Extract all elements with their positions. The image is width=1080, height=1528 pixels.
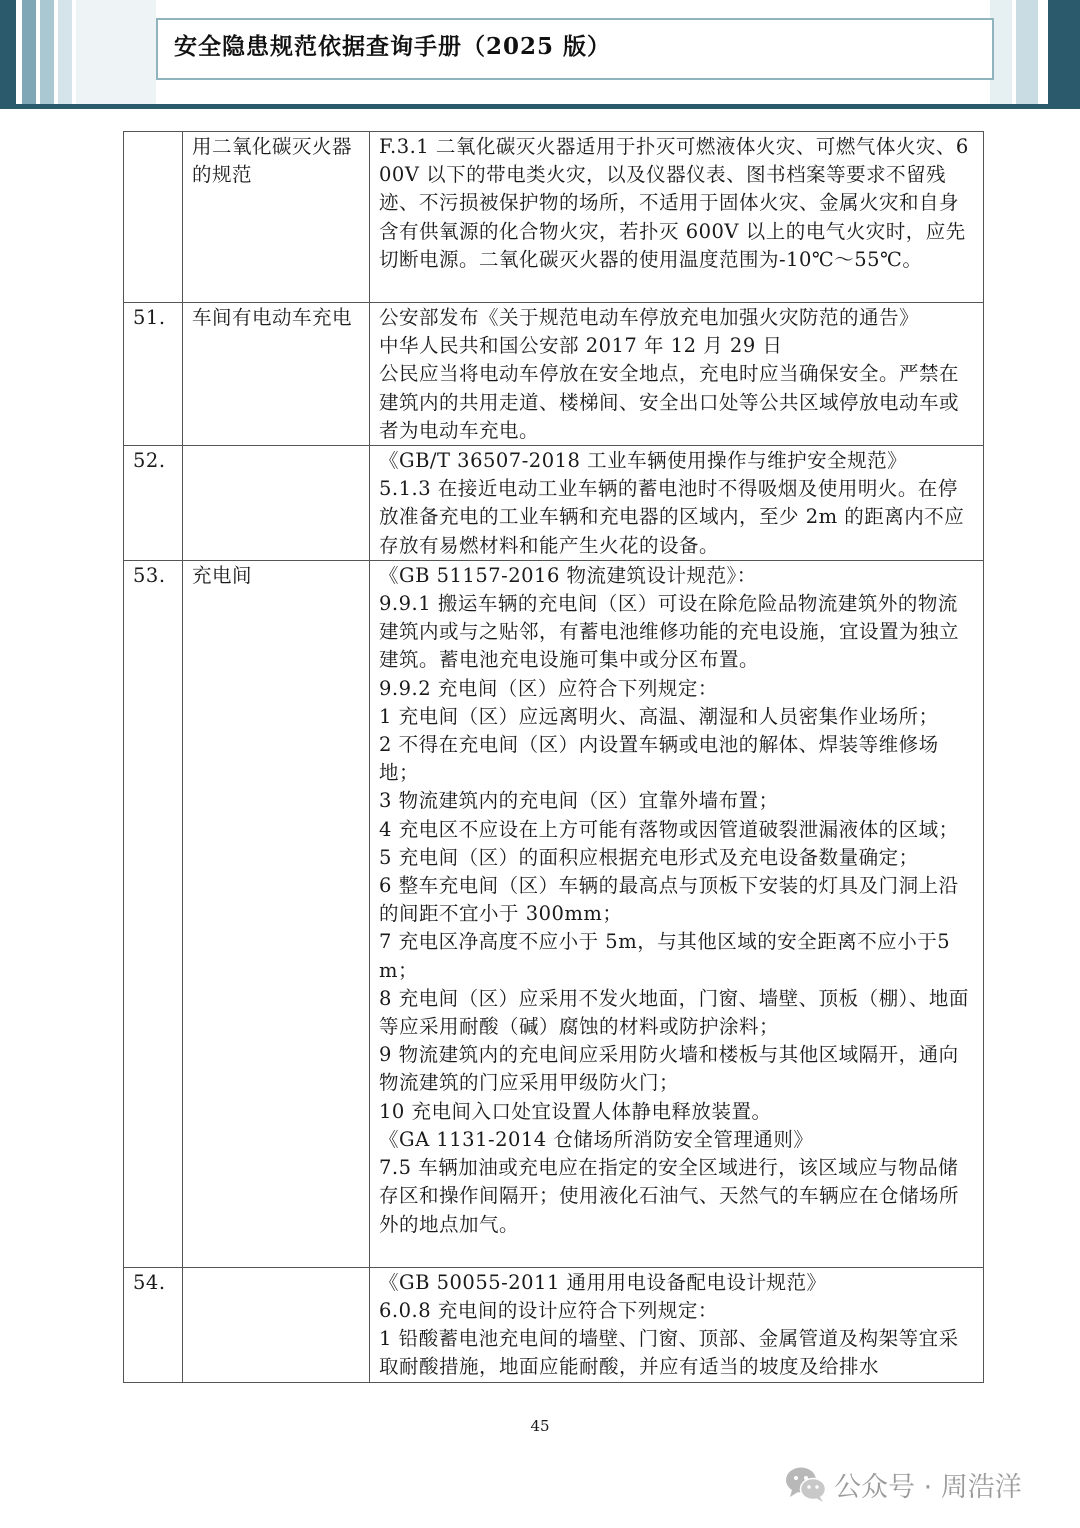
content-line: 5.1.3 在接近电动工业车辆的蓄电池时不得吸烟及使用明火。在停放准备充电的工业车辆和充电器的区域内，至少 2m 的距离内不应存放有易燃材料和能产生火花的设备。 — [379, 477, 965, 557]
content-line: 6.0.8 充电间的设计应符合下列规定： — [379, 1299, 718, 1323]
content-line: 10 充电间入口处宜设置人体静电释放装置。 — [379, 1099, 772, 1123]
content-line: 6 整车充电间（区）车辆的最高点与顶板下安装的灯具及门洞上沿的间距不宜小于 300mm； — [379, 874, 959, 926]
content-line: 3 物流建筑内的充电间（区）宜靠外墙布置； — [379, 789, 779, 813]
title-box — [156, 18, 994, 80]
content-line: 公民应当将电动车停放在安全地点，充电时应当确保安全。严禁在建筑内的共用走道、楼梯间、安全出口处等公共区域停放电动车或者为电动车充电。 — [379, 362, 960, 442]
row-number: 54. — [124, 1267, 183, 1382]
content-line: 9.9.2 充电间（区）应符合下列规定： — [379, 676, 718, 700]
row-content — [370, 560, 984, 1267]
row-content — [370, 303, 984, 446]
content-line: 9 物流建筑内的充电间应采用防火墙和楼板与其他区域隔开，通向物流建筑的门应采用甲级防火门； — [379, 1043, 959, 1095]
content-line: 7 充电区净高度不应小于 5m，与其他区域的安全距离不应小于5m； — [379, 930, 951, 982]
row-content — [370, 132, 984, 303]
content-line: 《GB 50055-2011 通用用电设备配电设计规范》 — [379, 1270, 827, 1294]
row-content — [370, 1267, 984, 1382]
content-line: 《GB 51157-2016 物流建筑设计规范》： — [379, 563, 757, 587]
header-rule — [0, 104, 1080, 109]
row-number: 51. — [124, 303, 183, 446]
header-stripe — [58, 0, 72, 104]
content-line: 8 充电间（区）应采用不发火地面，门窗、墙壁、顶板（棚）、地面等应采用耐酸（碱）腐蚀的材料或防护涂料； — [379, 986, 969, 1039]
content-line: 中华人民共和国公安部 2017 年 12 月 29 日 — [379, 334, 783, 358]
row-content — [370, 446, 984, 561]
row-topic: 用二氧化碳灭火器的规范 — [183, 132, 370, 303]
content-line: 《GA 1131-2014 仓储场所消防安全管理通则》 — [379, 1127, 814, 1151]
document-title: 安全隐患规范依据查询手册（2025 版） — [174, 33, 612, 60]
regulation-table — [123, 131, 984, 1383]
content-line: 2 不得在充电间（区）内设置车辆或电池的解体、焊装等维修场地； — [379, 733, 939, 785]
row-topic — [183, 1267, 370, 1382]
table-row — [124, 303, 984, 446]
content-line: 5 充电间（区）的面积应根据充电形式及充电设备数量确定； — [379, 845, 919, 869]
content-line: F.3.1 二氧化碳灭火器适用于扑灭可燃液体火灾、可燃气体火灾、600V 以下的带电类火灾，以及仪器仪表、图书档案等要求不留残迹、不污损被保护物的场所，不适用于固体火灾、金属火灾和自身含有供氧源的化合物火灾，若扑灭 600V 以上的电气火灾时，应先切断电源。二氧化碳灭火器的使用温度范围为-10℃～55℃。 — [379, 135, 969, 271]
watermark — [784, 1462, 1022, 1506]
content-line: 1 铅酸蓄电池充电间的墙壁、门窗、顶部、金属管道及构架等宜采取耐酸措施，地面应能耐酸，并应有适当的坡度及给排水 — [379, 1327, 959, 1379]
content-line: 《GB/T 36507-2018 工业车辆使用操作与维护安全规范》 — [379, 449, 908, 473]
page-header — [0, 0, 1080, 112]
page-number: 45 — [530, 1417, 550, 1435]
table-row — [124, 560, 984, 1267]
header-stripe — [40, 0, 54, 104]
content-line: 1 充电间（区）应远离明火、高温、潮湿和人员密集作业场所； — [379, 704, 939, 728]
content-line: 公安部发布《关于规范电动车停放充电加强火灾防范的通告》 — [379, 306, 920, 329]
row-topic: 车间有电动车充电 — [183, 303, 370, 446]
row-number: 53. — [124, 560, 183, 1267]
header-stripe — [1016, 0, 1038, 104]
table-row — [124, 1267, 984, 1382]
table-row — [124, 132, 984, 303]
content-line: 4 充电区不应设在上方可能有落物或因管道破裂泄漏液体的区域； — [379, 817, 959, 841]
row-number: 52. — [124, 446, 183, 561]
header-stripe — [22, 0, 36, 104]
header-stripe — [76, 0, 156, 104]
content-line: 9.9.1 搬运车辆的充电间（区）可设在除危险品物流建筑外的物流建筑内或与之贴邻，有蓄电池维修功能的充电设施，宜设置为独立建筑。蓄电池充电设施可集中或分区布置。 — [379, 592, 960, 672]
wechat-icon — [784, 1464, 828, 1504]
row-number — [124, 132, 183, 303]
header-stripe — [1048, 0, 1080, 104]
content-line: 7.5 车辆加油或充电应在指定的安全区域进行，该区域应与物品储存区和操作间隔开；使用液化石油气、天然气的车辆应在仓储场所外的地点加气。 — [379, 1156, 960, 1236]
watermark-text: 公众号 · 周浩洋 — [834, 1471, 1022, 1503]
row-topic: 充电间 — [183, 560, 370, 1267]
table-row — [124, 446, 984, 561]
header-stripe — [0, 0, 16, 104]
row-topic — [183, 446, 370, 561]
